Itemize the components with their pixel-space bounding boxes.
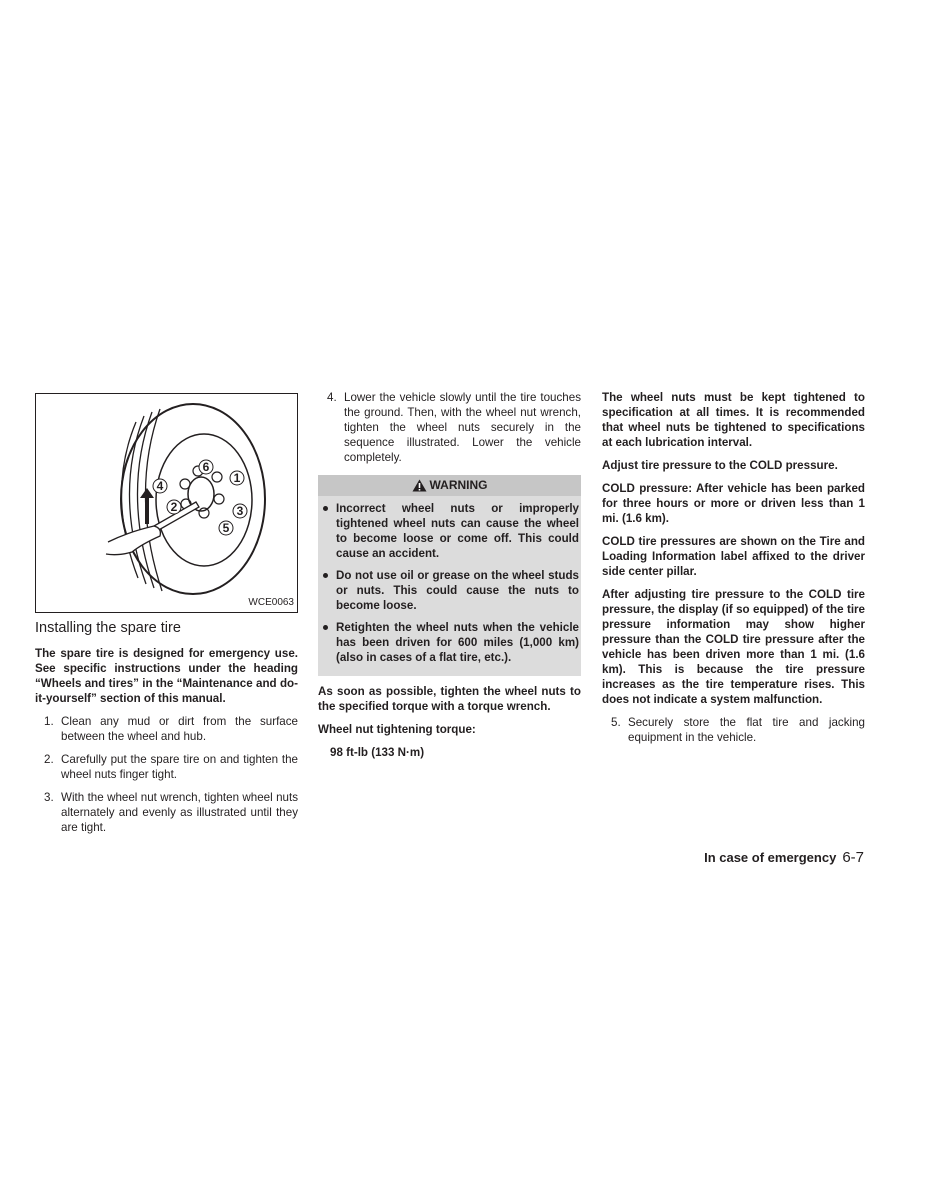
torque-label: Wheel nut tightening torque: <box>318 723 476 736</box>
bullet-icon <box>323 506 328 511</box>
step-number: 2. <box>44 753 54 766</box>
hand <box>106 526 160 555</box>
warning-title: WARNING <box>429 478 488 492</box>
step-number: 1. <box>44 715 54 728</box>
nut-number-1: 1 <box>233 471 241 485</box>
nut-number-3: 3 <box>236 504 244 518</box>
step-item <box>318 390 581 465</box>
warning-item <box>318 568 579 613</box>
paragraph: After adjusting tire pressure to the COLD tire pressure, the display (if so equipped) of the tire pressure information may show higher pressure than the COLD tire pressure after the vehicle has been driven more than 1 mi. (1.6 km). This is because the tire pressure increases as the tire temperature rises. This does not indicate a system malfunction. <box>602 588 865 706</box>
warning-list <box>318 496 581 676</box>
step-item <box>35 714 298 744</box>
step-text: Securely store the flat tire and jacking equipment in the vehicle. <box>628 716 865 744</box>
warning-box <box>318 475 581 676</box>
page-number: 6-7 <box>842 849 864 866</box>
right-column <box>602 390 865 753</box>
step-item <box>35 790 298 835</box>
footer-section-name: In case of emergency <box>704 850 837 865</box>
paragraph: COLD tire pressures are shown on the Tire and Loading Information label affixed to the driver side center pillar. <box>602 535 865 578</box>
left-column <box>35 390 298 843</box>
step-text: Lower the vehicle slowly until the tire touches the ground. Then, with the wheel nut wrench, tighten the wheel nuts securely in the sequence illustrated. Lower the vehicle completely. <box>344 391 581 464</box>
nut-number-6: 6 <box>202 460 210 474</box>
nut-number-4: 4 <box>156 479 164 493</box>
wheel-nut-sequence-diagram <box>36 394 297 612</box>
warning-item <box>318 620 579 665</box>
steps-list <box>35 714 298 835</box>
bullet-icon <box>323 573 328 578</box>
wheel-nut <box>180 479 190 489</box>
steps-list <box>602 715 865 745</box>
figure-code: WCE0063 <box>248 597 294 608</box>
bullet-icon <box>323 625 328 630</box>
steps-list <box>318 390 581 465</box>
torque-value: 98 ft-lb (133 N·m) <box>330 746 425 759</box>
paragraph: The wheel nuts must be kept tightened to specification at all times. It is recommended that wheel nuts be tightened to specifications at each lubrication interval. <box>602 391 865 449</box>
step-item <box>35 752 298 782</box>
nut-number-5: 5 <box>222 521 230 535</box>
rotation-arrow-icon <box>140 488 154 524</box>
middle-column <box>318 390 581 768</box>
warning-text: Incorrect wheel nuts or improperly tightened wheel nuts can cause the wheel to become loose or come off. This could cause an accident. <box>336 502 579 560</box>
step-number: 4. <box>327 391 337 404</box>
wheel-nut <box>214 494 224 504</box>
step-number: 3. <box>44 791 54 804</box>
warning-triangle-icon <box>412 479 427 492</box>
step-number: 5. <box>611 716 621 729</box>
step-text: Carefully put the spare tire on and tighten the wheel nuts finger tight. <box>61 753 298 781</box>
torque-instruction: As soon as possible, tighten the wheel nuts to the specified torque with a torque wrench. <box>318 685 581 713</box>
step-text: With the wheel nut wrench, tighten wheel nuts alternately and evenly as illustrated until they are tight. <box>61 791 298 834</box>
paragraph: COLD pressure: After vehicle has been parked for three hours or more or driven less than 1 mi. (1.6 km). <box>602 482 865 525</box>
wheel-nut <box>212 472 222 482</box>
warning-text: Retighten the wheel nuts when the vehicle has been driven for 600 miles (1,000 km) (also in cases of a flat tire, etc.). <box>336 621 579 664</box>
paragraph: Adjust tire pressure to the COLD pressure. <box>602 459 838 472</box>
warning-item <box>318 501 579 561</box>
spare-tire-illustration <box>35 393 298 613</box>
step-item <box>602 715 865 745</box>
warning-text: Do not use oil or grease on the wheel studs or nuts. This could cause the nuts to become loose. <box>336 569 579 612</box>
step-text: Clean any mud or dirt from the surface between the wheel and hub. <box>61 715 298 743</box>
nut-number-2: 2 <box>170 500 178 514</box>
warning-header <box>318 475 581 496</box>
page-footer <box>704 849 864 866</box>
section-title: Installing the spare tire <box>35 620 181 636</box>
intro-paragraph: The spare tire is designed for emergency use. See specific instructions under the heading “Wheels and tires” in the “Maintenance and do-it-yourself” section of this manual. <box>35 647 298 705</box>
